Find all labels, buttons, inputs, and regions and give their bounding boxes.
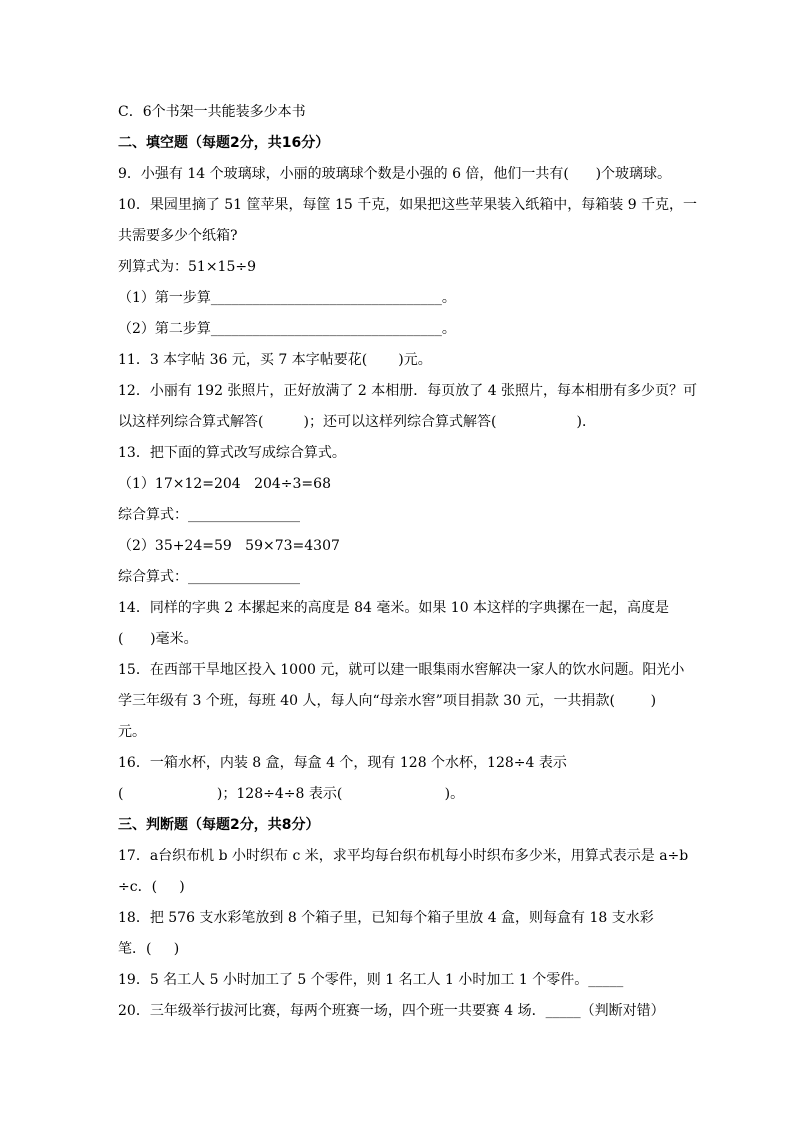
- question-15-line-1: 15．在西部干旱地区投入 1000 元，就可以建一眼集雨水窖解决一家人的饮水问题。阳光小: [118, 662, 685, 678]
- option-c-line: C．6个书架一共能装多少本书: [118, 104, 306, 120]
- question-16-line-2: ( )；128÷4÷8 表示( )。: [118, 786, 465, 802]
- question-18-line-2: 笔．( ): [118, 941, 180, 957]
- question-13: 13．把下面的算式改写成综合算式。: [118, 445, 346, 461]
- question-12-line-2: 以这样列综合算式解答( )；还可以这样列综合算式解答( )．: [118, 414, 597, 430]
- question-9: 9．小强有 14 个玻璃球，小丽的玻璃球个数是小强的 6 倍，他们一共有( )个玻璃球。: [118, 166, 672, 182]
- question-20: 20．三年级举行拔河比赛，每两个班赛一场，四个班一共要赛 4 场．_____（判断对错）: [118, 1003, 665, 1019]
- question-14-line-2: ( )毫米。: [118, 631, 198, 647]
- question-10-step-1: （1）第一步算_________________________________。: [118, 290, 456, 306]
- question-11: 11．3 本字帖 36 元，买 7 本字帖要花( )元。: [118, 352, 432, 368]
- question-13-answer-1: 综合算式：________________: [118, 507, 300, 523]
- question-17-line-1: 17．a台织布机 b 小时织布 c 米，求平均每台织布机每小时织布多少米，用算式表示是 a÷b: [118, 848, 689, 864]
- question-19: 19．5 名工人 5 小时加工了 5 个零件，则 1 名工人 1 小时加工 1 个零件。_____: [118, 972, 624, 988]
- question-10-line-1: 10．果园里摘了 51 筐苹果，每筐 15 千克，如果把这些苹果装入纸箱中，每箱装 9 千克，一: [118, 197, 698, 213]
- question-12-line-1: 12．小丽有 192 张照片，正好放满了 2 本相册．每页放了 4 张照片，每本相册有多少页？可: [118, 383, 698, 399]
- question-13-part-2: （2）35+24=59 59×73=4307: [118, 538, 340, 554]
- question-16-line-1: 16．一箱水杯，内装 8 盒，每盒 4 个，现有 128 个水杯，128÷4 表示: [118, 755, 567, 771]
- question-14-line-1: 14．同样的字典 2 本摞起来的高度是 84 毫米。如果 10 本这样的字典摞在一起，高度是: [118, 600, 670, 616]
- question-15-line-3: 元。: [118, 724, 146, 740]
- question-10-formula: 列算式为：51×15÷9: [118, 259, 256, 275]
- question-17-line-2: ÷c．( ): [118, 879, 185, 895]
- question-10-step-2: （2）第二步算_________________________________。: [118, 321, 456, 337]
- question-15-line-2: 学三年级有 3 个班，每班 40 人，每人向“母亲水窖”项目捐款 30 元，一共捐款( ): [118, 693, 657, 709]
- question-13-part-1: （1）17×12=204 204÷3=68: [118, 476, 331, 492]
- section-true-false-heading: 三、判断题（每题2分，共8分）: [118, 817, 320, 833]
- section-fill-blank-heading: 二、填空题（每题2分，共16分）: [118, 135, 330, 151]
- question-13-answer-2: 综合算式：________________: [118, 569, 300, 585]
- question-18-line-1: 18．把 576 支水彩笔放到 8 个箱子里，已知每个箱子里放 4 盒，则每盒有 18 支水彩: [118, 910, 654, 926]
- question-10-line-2: 共需要多少个纸箱?: [118, 228, 238, 244]
